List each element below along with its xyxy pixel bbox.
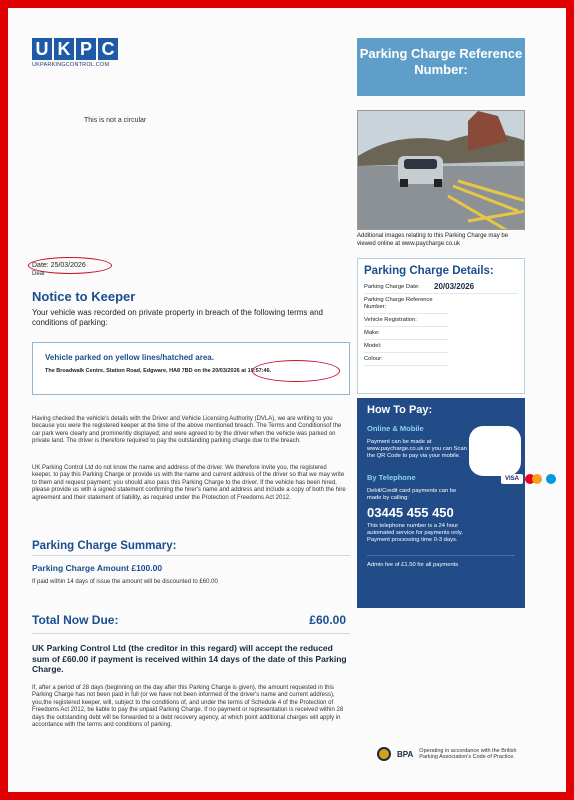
salutation: Dear: [32, 271, 46, 277]
bpa-logo: BPA: [397, 749, 414, 759]
intro-text: Your vehicle was recorded on private property in breach of the following terms and conditions of parking:: [32, 308, 323, 327]
total-due-label: Total Now Due:: [32, 613, 119, 627]
logo-letter: P: [76, 38, 96, 60]
qr-redaction: [469, 426, 521, 476]
car-park-photo-icon: [358, 111, 525, 230]
photo-caption: Additional images relating to this Parking Charge may be viewed online at www.paycharge.co.uk: [357, 233, 509, 247]
detail-row: [364, 281, 518, 294]
total-due-amount: £60.00: [309, 613, 346, 627]
notice-title: Notice to Keeper: [32, 289, 136, 304]
contravention-title: Vehicle parked on yellow lines/hatched area.: [45, 353, 214, 362]
card-logos: [501, 474, 556, 484]
online-title: Online & Mobile: [367, 424, 424, 433]
bpa-text: Operating in accordance with the British Parking Association's Code of Practice.: [419, 747, 517, 760]
details-title: Parking Charge Details:: [364, 265, 494, 277]
logo-letter: C: [98, 38, 118, 60]
summary-title: Parking Charge Summary:: [32, 540, 177, 552]
liability-paragraph: If, after a period of 28 days (beginning on the day after this Parking Charge is given), the amount requested in this Parking Charge has not been paid in full (or we have not been informed of the driver's name and current address), you,the registered keeper, will, subject to the conditions of, and under the terms of Schedule 4 of the Protection of Freedoms Act 2012, be liable to pay the unpaid Parking Charge. If no payment or representation is received within 28 days the outstanding debt will be forwarded to a debt recovery agency, at which point additional charges will apply in accordance with the terms and conditions of parking.: [32, 685, 344, 729]
letter-date: Date: 25/03/2026: [32, 262, 86, 269]
admin-fee: Admin fee of £1.50 for all payments: [367, 555, 515, 569]
contravention-address: The Broadwalk Centre, Station Road, Edgware, HA8 7BD on the 20/03/2026 at 10:57:46.: [45, 368, 272, 374]
ukpc-logo: [32, 38, 118, 68]
total-due-row: [32, 613, 350, 634]
phone-intro: Debit/Credit card payments can be made by calling:: [367, 487, 457, 501]
not-circular-note: This is not a circular: [84, 117, 147, 124]
detail-label: Parking Charge Date:: [364, 283, 420, 290]
charge-amount: Parking Charge Amount £100.00: [32, 563, 163, 573]
bpa-footer: [377, 747, 529, 761]
driver-paragraph: UK Parking Control Ltd do not know the name and address of the driver. We therefore invite you, the registered keeper, to pay this Parking Charge or provide us with the name and current address of the driver so that we may write to them and request payment; you should also pass this Parking Charge to the driver. If the vehicle has been hired, please provide us with a signed statement confirming the hirer's name and address and include a copy of both the hire agreement and their statement of liability, as required under the Protection of Freedoms Act 2012.: [32, 465, 346, 501]
approved-operator-icon: [377, 747, 391, 761]
reduced-sum-notice: UK Parking Control Ltd (the creditor in this regard) will accept the reduced sum of £60.00 if payment is received within 14 days of the date of this Parking Charge.: [32, 643, 347, 674]
phone-title: By Telephone: [367, 472, 416, 482]
pay-title: How To Pay:: [367, 404, 433, 416]
logo-letter: U: [32, 38, 52, 60]
maestro-icon: [546, 474, 556, 484]
detail-label: Model:: [364, 342, 382, 349]
redaction: [448, 304, 518, 388]
vehicle-photo: [357, 110, 525, 230]
reference-number-box: Parking Charge Reference Number:: [357, 38, 525, 96]
mastercard-icon: [532, 474, 542, 484]
discount-note: If paid within 14 days of issue the amount will be discounted to £60.00: [32, 579, 218, 585]
parking-charge-letter: [8, 8, 566, 792]
detail-label: Parking Charge Reference Number:: [364, 296, 433, 310]
phone-note: This telephone number is a 24 hour automated service for payments only. Payment processing time 0-3 days.: [367, 523, 463, 544]
divider: [32, 555, 350, 556]
logo-letter: K: [54, 38, 74, 60]
detail-label: Colour:: [364, 355, 383, 362]
phone-number[interactable]: 03445 455 450: [367, 505, 454, 521]
detail-label: Make:: [364, 329, 380, 336]
logo-url: UKPARKINGCONTROL.COM: [32, 62, 110, 68]
visa-icon: VISA: [501, 474, 523, 484]
time-highlight-circle: [252, 360, 340, 382]
dvla-paragraph: Having checked the vehicle's details with the Driver and Vehicle Licensing Authority (DVLA), we are writing to you because you were the registered keeper at the time of the above mentioned breach. The Terms and Conditionsof the car park were clearly and prominently displayed; and were agreed to by the driver when the vehicle was parked on private land. The driver is therefore required to pay the outstanding parking charge due to the breach.: [32, 416, 342, 445]
online-text: Payment can be made at www.paycharge.co.uk or you can Scan the QR Code to pay via your mobile.: [367, 439, 467, 460]
detail-label: Vehicle Registration:: [364, 316, 417, 323]
detail-value: 20/03/2026: [434, 281, 475, 291]
